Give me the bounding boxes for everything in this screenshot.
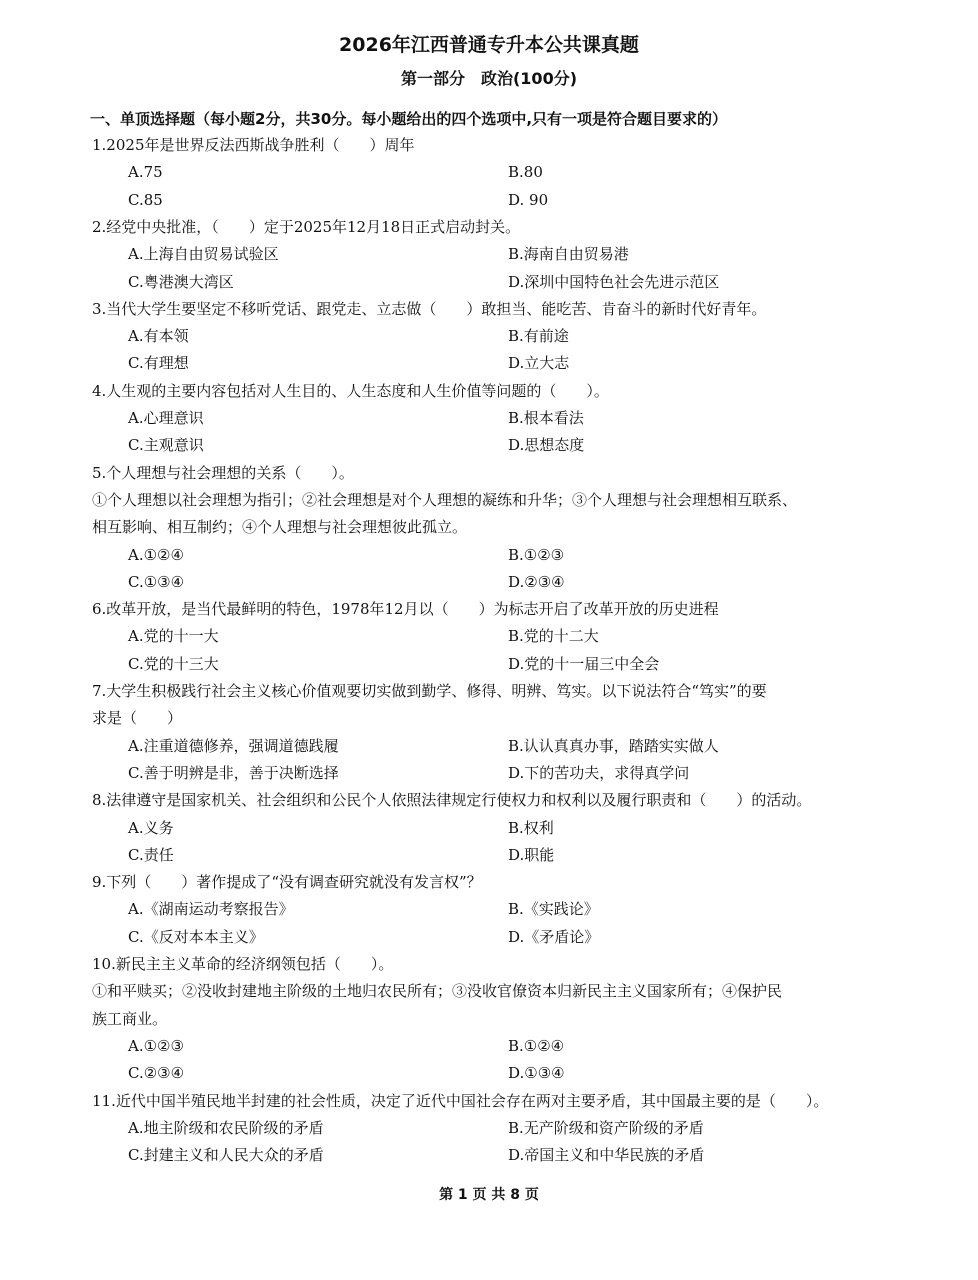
answer-option-a: A.注重道德修养，强调道德践履 xyxy=(128,736,339,755)
question-stem: 9.下列（ ）著作提成了“没有调查研究就没有发言权”？ xyxy=(92,873,482,892)
answer-option-c: C.责任 xyxy=(128,845,174,864)
answer-option-b: B.①②③ xyxy=(508,545,565,564)
answer-option-d: D.下的苦功夫，求得真学问 xyxy=(508,763,690,782)
answer-option-b: B.根本看法 xyxy=(508,409,584,427)
question-stem-continued: ①个人理想以社会理想为指引；②社会理想是对个人理想的凝练和升华；③个人理想与社会理想相互联系、 xyxy=(92,490,798,509)
answer-option-a: A.义务 xyxy=(128,818,174,837)
question-stem: 8.法律遵守是国家机关、社会组织和公民个人依照法律规定行使权力和权利以及履行职责和（ ）的活动。 xyxy=(92,791,812,810)
answer-option-b: B.党的十二大 xyxy=(508,627,599,646)
answer-option-d: D.①③④ xyxy=(508,1064,565,1083)
answer-option-a: A.①②④ xyxy=(128,545,184,564)
question-stem: 6.改革开放，是当代最鲜明的特色，1978年12月以（ ）为标志开启了改革开放的历史进程 xyxy=(92,600,719,619)
answer-option-a: A.《湖南运动考察报告》 xyxy=(128,900,294,919)
answer-option-a: A.地主阶级和农民阶级的矛盾 xyxy=(128,1118,324,1137)
answer-option-c: C.主观意识 xyxy=(128,436,204,455)
page-title: 2026年江西普通专升本公共课真题 xyxy=(339,34,639,56)
answer-option-a: A.75 xyxy=(128,163,163,182)
answer-option-d: D.党的十一届三中全会 xyxy=(508,654,660,673)
answer-option-b: B.80 xyxy=(508,163,543,182)
answer-option-d: D.深圳中国特色社会先进示范区 xyxy=(508,272,720,291)
answer-option-d: D.思想态度 xyxy=(508,436,585,455)
answer-option-b: B.有前途 xyxy=(508,327,569,346)
answer-option-a: A.有本领 xyxy=(128,327,189,346)
answer-option-c: C.粤港澳大湾区 xyxy=(128,272,234,291)
answer-option-a: A.心理意识 xyxy=(128,409,204,427)
answer-option-c: C.党的十三大 xyxy=(128,654,219,673)
question-stem: 2.经党中央批准，（ ）定于2025年12月18日正式启动封关。 xyxy=(92,217,521,236)
section-heading: 一、单顶选择题（每小题2分，共30分。每小题给出的四个选项中,只有一项是符合题目要求的） xyxy=(90,110,728,128)
question-stem: 3.当代大学生要坚定不移听党话、跟党走、立志做（ ）敢担当、能吃苦、肯奋斗的新时代好青年。 xyxy=(92,299,767,318)
answer-option-b: B.无产阶级和资产阶级的矛盾 xyxy=(508,1118,704,1137)
answer-option-c: C.②③④ xyxy=(128,1064,185,1083)
answer-option-d: D.立大志 xyxy=(508,354,570,373)
question-stem-continued: 族工商业。 xyxy=(92,1009,168,1028)
answer-option-b: B.权利 xyxy=(508,818,554,837)
answer-option-c: C.85 xyxy=(128,190,163,209)
question-stem-continued: ①和平赎买；②没收封建地主阶级的土地归农民所有；③没收官僚资本归新民主主义国家所有；④保护民 xyxy=(92,982,783,1001)
answer-option-c: C.《反对本本主义》 xyxy=(128,927,264,946)
answer-option-d: D.《矛盾论》 xyxy=(508,927,600,946)
answer-option-d: D. 90 xyxy=(508,190,549,209)
question-stem: 10.新民主主义革命的经济纲领包括（ ）。 xyxy=(92,955,394,973)
answer-option-b: B.海南自由贸易港 xyxy=(508,245,629,264)
answer-option-c: C.善于明辨是非，善于决断选择 xyxy=(128,763,339,782)
answer-option-d: D.帝国主义和中华民族的矛盾 xyxy=(508,1146,705,1165)
answer-option-d: D.职能 xyxy=(508,845,555,864)
question-stem: 11.近代中国半殖民地半封建的社会性质，决定了近代中国社会存在两对主要矛盾，其中国最主要的是（ ）。 xyxy=(92,1091,829,1110)
answer-option-b: B.①②④ xyxy=(508,1036,565,1055)
answer-option-c: C.封建主义和人民大众的矛盾 xyxy=(128,1146,324,1165)
question-stem: 1.2025年是世界反法西斯战争胜利（ ）周年 xyxy=(92,136,415,154)
question-stem: 7.大学生积极践行社会主义核心价值观要切实做到勤学、修得、明辨、笃实。以下说法符合“笃实”的要 xyxy=(92,682,767,700)
answer-option-a: A.上海自由贸易试验区 xyxy=(128,245,279,264)
question-stem: 4.人生观的主要内容包括对人生目的、人生态度和人生价值等问题的（ ）。 xyxy=(92,381,609,400)
answer-option-c: C.有理想 xyxy=(128,354,189,373)
answer-option-c: C.①③④ xyxy=(128,572,185,591)
answer-option-a: A.①②③ xyxy=(128,1036,184,1055)
answer-option-d: D.②③④ xyxy=(508,572,565,591)
question-stem-continued: 求是（ ） xyxy=(92,709,183,728)
question-stem: 5.个人理想与社会理想的关系（ ）。 xyxy=(92,463,354,482)
part-subtitle: 第一部分 政治(100分) xyxy=(400,69,578,88)
page-footer: 第 1 页 共 8 页 xyxy=(439,1187,539,1203)
answer-option-b: B.认认真真办事，踏踏实实做人 xyxy=(508,736,719,755)
answer-option-a: A.党的十一大 xyxy=(128,627,219,646)
answer-option-b: B.《实践论》 xyxy=(508,900,599,919)
question-stem-continued: 相互影响、相互制约；④个人理想与社会理想彼此孤立。 xyxy=(92,518,468,537)
